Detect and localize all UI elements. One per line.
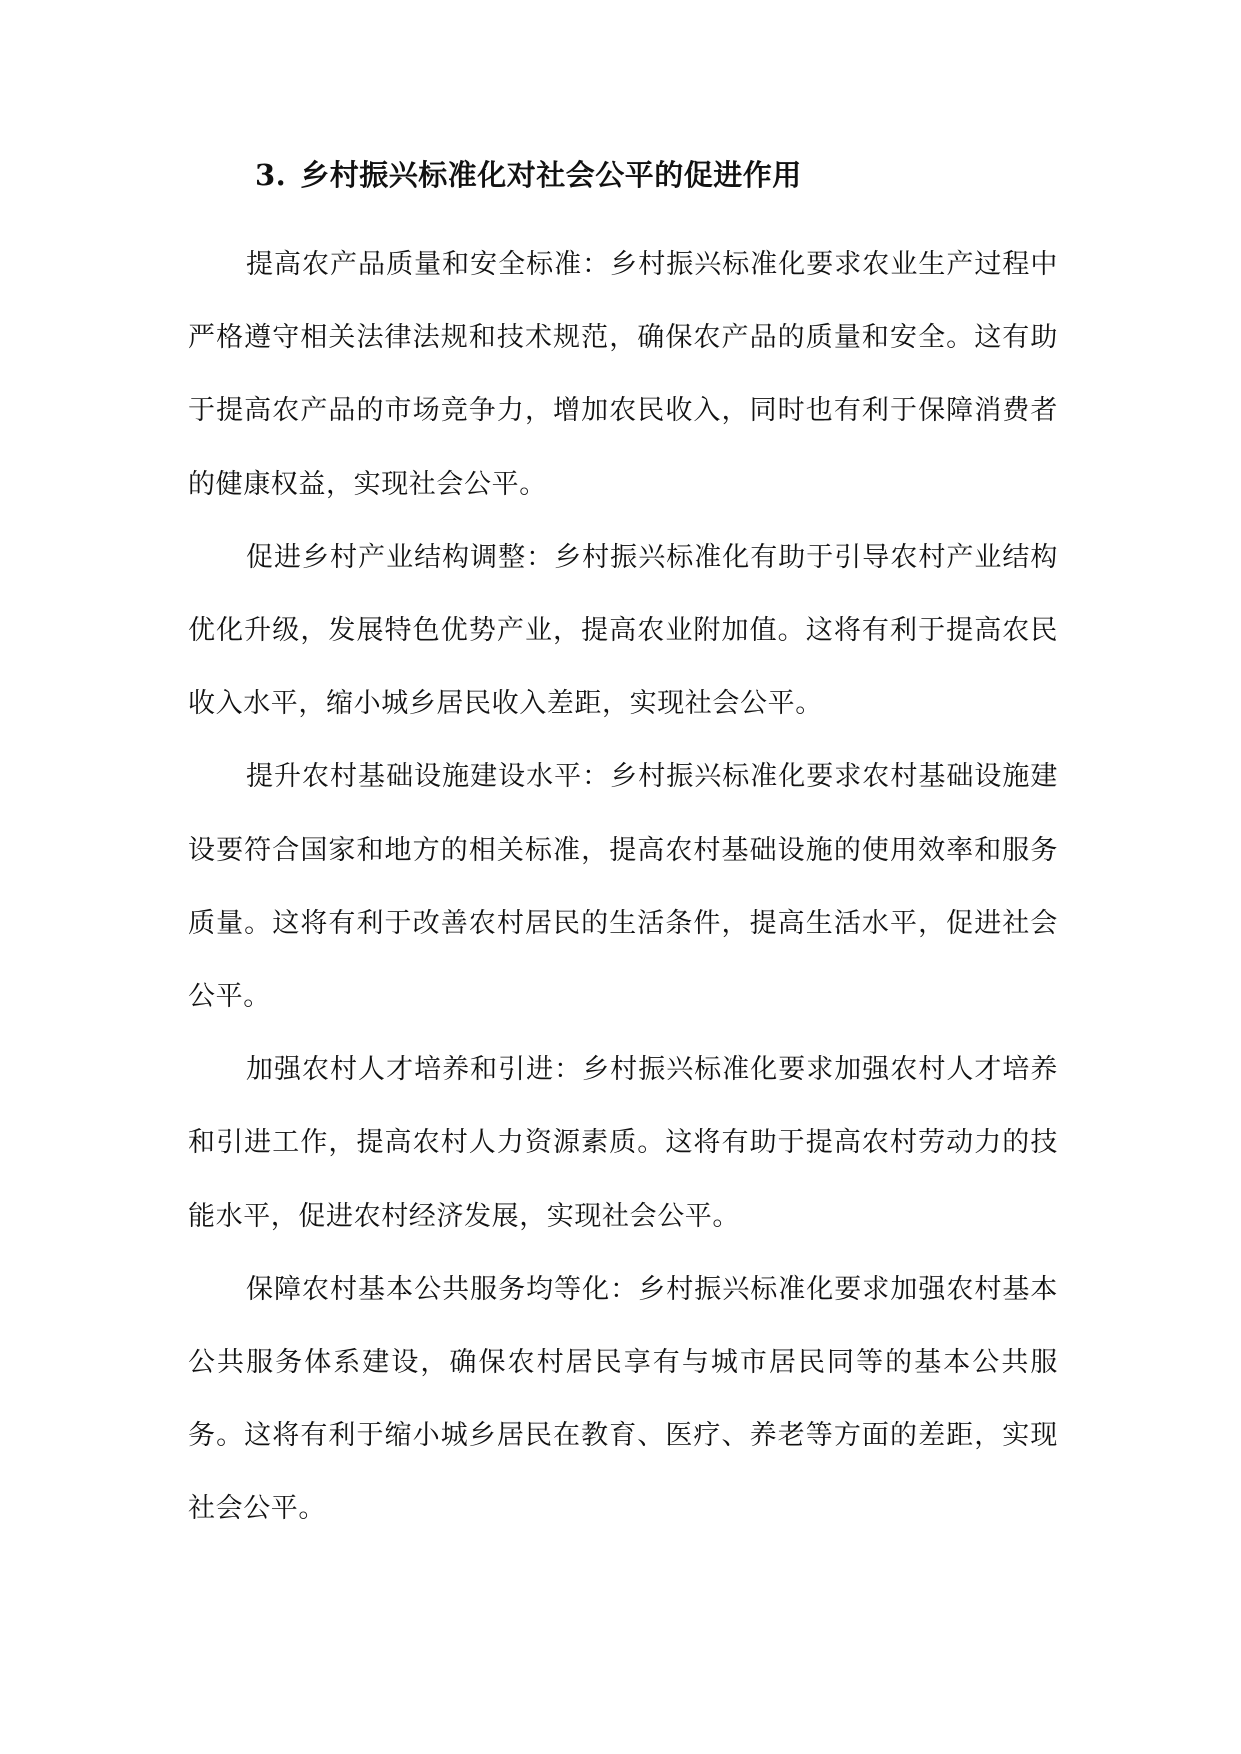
section-body bbox=[188, 228, 1058, 1546]
section-heading bbox=[255, 150, 802, 200]
paragraph-industry-structure: 促进乡村产业结构调整：乡村振兴标准化有助于引导农村产业结构优化升级，发展特色优势产业，提高农业附加值。这将有利于提高农民收入水平，缩小城乡居民收入差距，实现社会公平。 bbox=[188, 541, 1058, 720]
paragraph-talent: 加强农村人才培养和引进：乡村振兴标准化要求加强农村人才培养和引进工作，提高农村人力资源素质。这将有助于提高农村劳动力的技能水平，促进农村经济发展，实现社会公平。 bbox=[188, 1054, 1058, 1232]
paragraph-infrastructure: 提升农村基础设施建设水平：乡村振兴标准化要求农村基础设施建设要符合国家和地方的相关标准，提高农村基础设施的使用效率和服务质量。这将有利于改善农村居民的生活条件，提高生活水平，促进社会公平。 bbox=[188, 761, 1058, 1013]
section-number: 3. bbox=[255, 158, 287, 192]
section-title: 乡村振兴标准化对社会公平的促进作用 bbox=[300, 158, 802, 192]
paragraph-product-quality: 提高农产品质量和安全标准：乡村振兴标准化要求农业生产过程中严格遵守相关法律法规和技术规范，确保农产品的质量和安全。这有助于提高农产品的市场竞争力，增加农民收入，同时也有利于保障消费者的健康权益，实现社会公平。 bbox=[188, 249, 1058, 500]
paragraph-public-services: 保障农村基本公共服务均等化：乡村振兴标准化要求加强农村基本公共服务体系建设，确保农村居民享有与城市居民同等的基本公共服务。这将有利于缩小城乡居民在教育、医疗、养老等方面的差距，实现社会公平。 bbox=[188, 1273, 1058, 1525]
